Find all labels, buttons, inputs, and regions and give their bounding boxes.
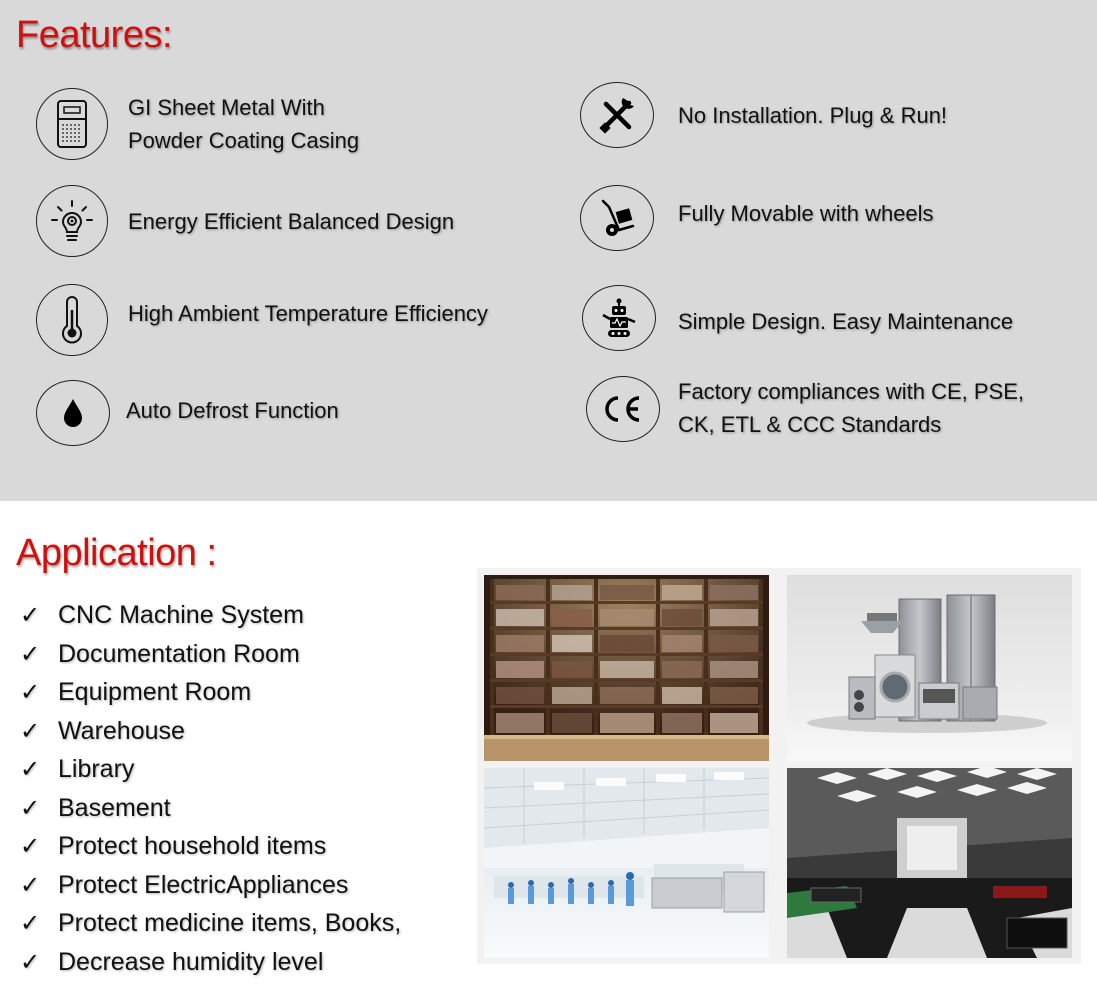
list-item: ✓ Protect household items	[20, 827, 401, 866]
checkmark-icon: ✓	[20, 756, 41, 783]
list-item: ✓ Decrease humidity level	[20, 943, 401, 982]
list-item: ✓ Documentation Room	[20, 635, 401, 674]
list-item: ✓ Protect ElectricAppliances	[20, 866, 401, 905]
feature-casing	[36, 88, 359, 160]
list-item: ✓ Basement	[20, 789, 401, 828]
robot-icon	[582, 285, 656, 351]
checkmark-icon: ✓	[20, 910, 41, 937]
feature-casing-text: GI Sheet Metal With Powder Coating Casing	[128, 95, 360, 153]
lightbulb-gear-icon	[36, 185, 108, 257]
list-item: ✓ Equipment Room	[20, 673, 401, 712]
ce-mark-icon	[586, 376, 660, 442]
application-list	[20, 596, 401, 981]
feature-defrost	[36, 380, 339, 446]
feature-compliance	[586, 376, 1024, 442]
feature-compliance-text: Factory compliances with CE, PSE, CK, ETL & CCC Standards	[678, 379, 1025, 437]
feature-defrost-text: Auto Defrost Function	[126, 397, 339, 423]
wrench-screwdriver-icon	[580, 82, 654, 148]
feature-ambient-text: High Ambient Temperature Efficiency	[128, 300, 488, 326]
feature-energy-text: Energy Efficient Balanced Design	[128, 208, 455, 234]
cleanroom-factory-photo	[484, 768, 769, 958]
list-item: ✓ Library	[20, 750, 401, 789]
application-title: Application :	[16, 532, 217, 574]
list-item: ✓ Protect medicine items, Books,	[20, 904, 401, 943]
checkmark-icon: ✓	[20, 717, 41, 745]
feature-maintenance	[582, 285, 1013, 351]
feature-maintenance-text: Simple Design. Easy Maintenance	[678, 308, 1014, 334]
checkmark-icon: ✓	[20, 602, 41, 629]
water-drop-icon	[36, 380, 110, 446]
hand-truck-icon	[580, 185, 654, 251]
list-item: ✓ CNC Machine System	[20, 596, 401, 635]
checkmark-icon: ✓	[20, 871, 41, 899]
feature-energy	[36, 185, 454, 257]
feature-movable-text: Fully Movable with wheels	[678, 200, 934, 226]
checkmark-icon: ✓	[20, 794, 41, 822]
features-title: Features:	[16, 14, 173, 56]
checkmark-icon: ✓	[20, 948, 41, 976]
feature-installation	[580, 82, 947, 148]
checkmark-icon: ✓	[20, 679, 41, 706]
checkmark-icon: ✓	[20, 833, 41, 860]
gym-interior-photo	[787, 768, 1072, 958]
home-appliances-photo	[787, 575, 1072, 761]
sheet-metal-casing-icon	[36, 88, 108, 160]
application-photo-grid	[477, 568, 1081, 964]
feature-installation-text: No Installation. Plug & Run!	[678, 102, 948, 128]
list-item: ✓ Warehouse	[20, 712, 401, 751]
library-bookshelf-photo	[484, 575, 769, 761]
thermometer-icon	[36, 284, 108, 356]
feature-movable	[580, 185, 934, 251]
feature-ambient	[36, 284, 488, 356]
checkmark-icon: ✓	[20, 640, 41, 668]
